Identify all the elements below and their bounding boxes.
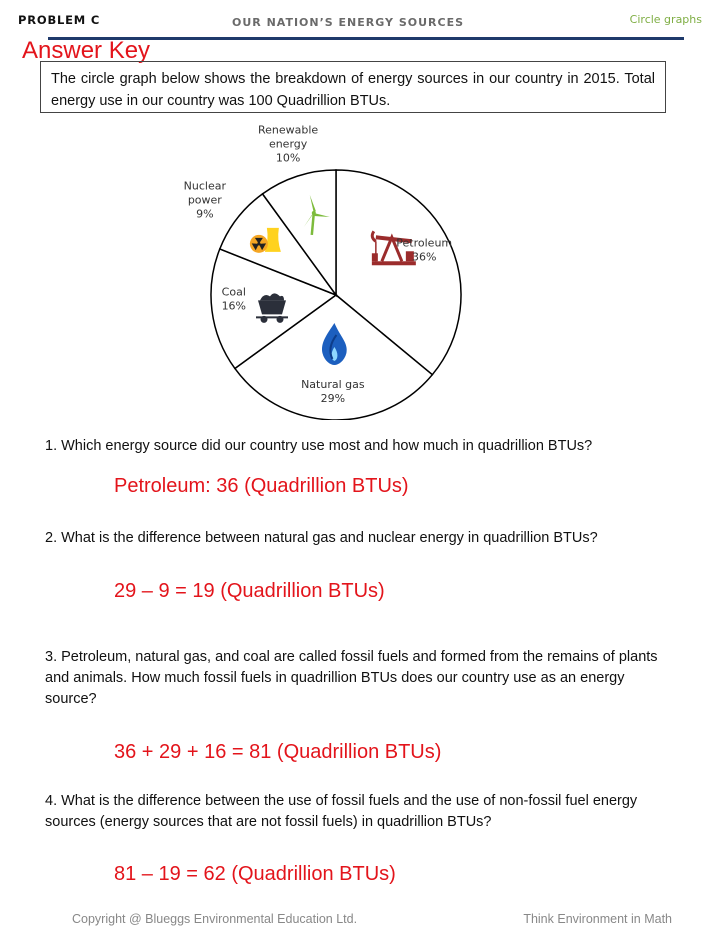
header-problem: PROBLEM C xyxy=(18,13,101,27)
intro-box: The circle graph below shows the breakdown of energy sources in our country in 2015. Total energy use in our country was 100 Quadrillion BTUs. xyxy=(40,61,666,113)
answer-2: 29 – 9 = 19 (Quadrillion BTUs) xyxy=(114,580,385,602)
footer-tagline: Think Environment in Math xyxy=(523,912,672,926)
slice-percent-label: 29% xyxy=(320,391,346,405)
slice-percent-label: 10% xyxy=(275,151,301,165)
slice-name-label: energy xyxy=(268,137,308,151)
question-1: 1. Which energy source did our country use most and how much in quadrillion BTUs? xyxy=(45,438,593,454)
slice-name-label: power xyxy=(187,193,222,207)
slice-name-label: Coal xyxy=(221,285,246,299)
question-4: 4. What is the difference between the use of fossil fuels and the use of non-fossil fuel energy sources (energy sources that are not fossil fuels) in quadrillion BTUs? xyxy=(45,793,638,830)
header-category: Circle graphs xyxy=(629,13,702,26)
answer-3: 36 + 29 + 16 = 81 (Quadrillion BTUs) xyxy=(114,741,442,763)
slice-name-label: Nuclear xyxy=(183,179,227,193)
slice-name-label: Petroleum xyxy=(396,236,453,250)
answer-1: Petroleum: 36 (Quadrillion BTUs) xyxy=(114,475,409,497)
question-3: 3. Petroleum, natural gas, and coal are called fossil fuels and formed from the remains of plants and animals. How much fossil fuels in quadrillion BTUs does our country use as an energy source? xyxy=(45,649,658,707)
slice-percent-label: 36% xyxy=(411,250,437,264)
answer-4: 81 – 19 = 62 (Quadrillion BTUs) xyxy=(114,863,396,885)
slice-percent-label: 9% xyxy=(196,207,214,221)
footer-copyright: Copyright @ Blueggs Environmental Education Ltd. xyxy=(72,912,358,926)
slice-percent-label: 16% xyxy=(221,299,247,313)
answer-key-label: Answer Key xyxy=(22,37,151,64)
question-2: 2. What is the difference between natural gas and nuclear energy in quadrillion BTUs? xyxy=(45,530,598,546)
header-title: OUR NATION’S ENERGY SOURCES xyxy=(232,16,465,29)
pie-chart xyxy=(0,120,720,420)
slice-name-label: Renewable xyxy=(258,123,319,137)
slice-name-label: Natural gas xyxy=(301,377,365,391)
